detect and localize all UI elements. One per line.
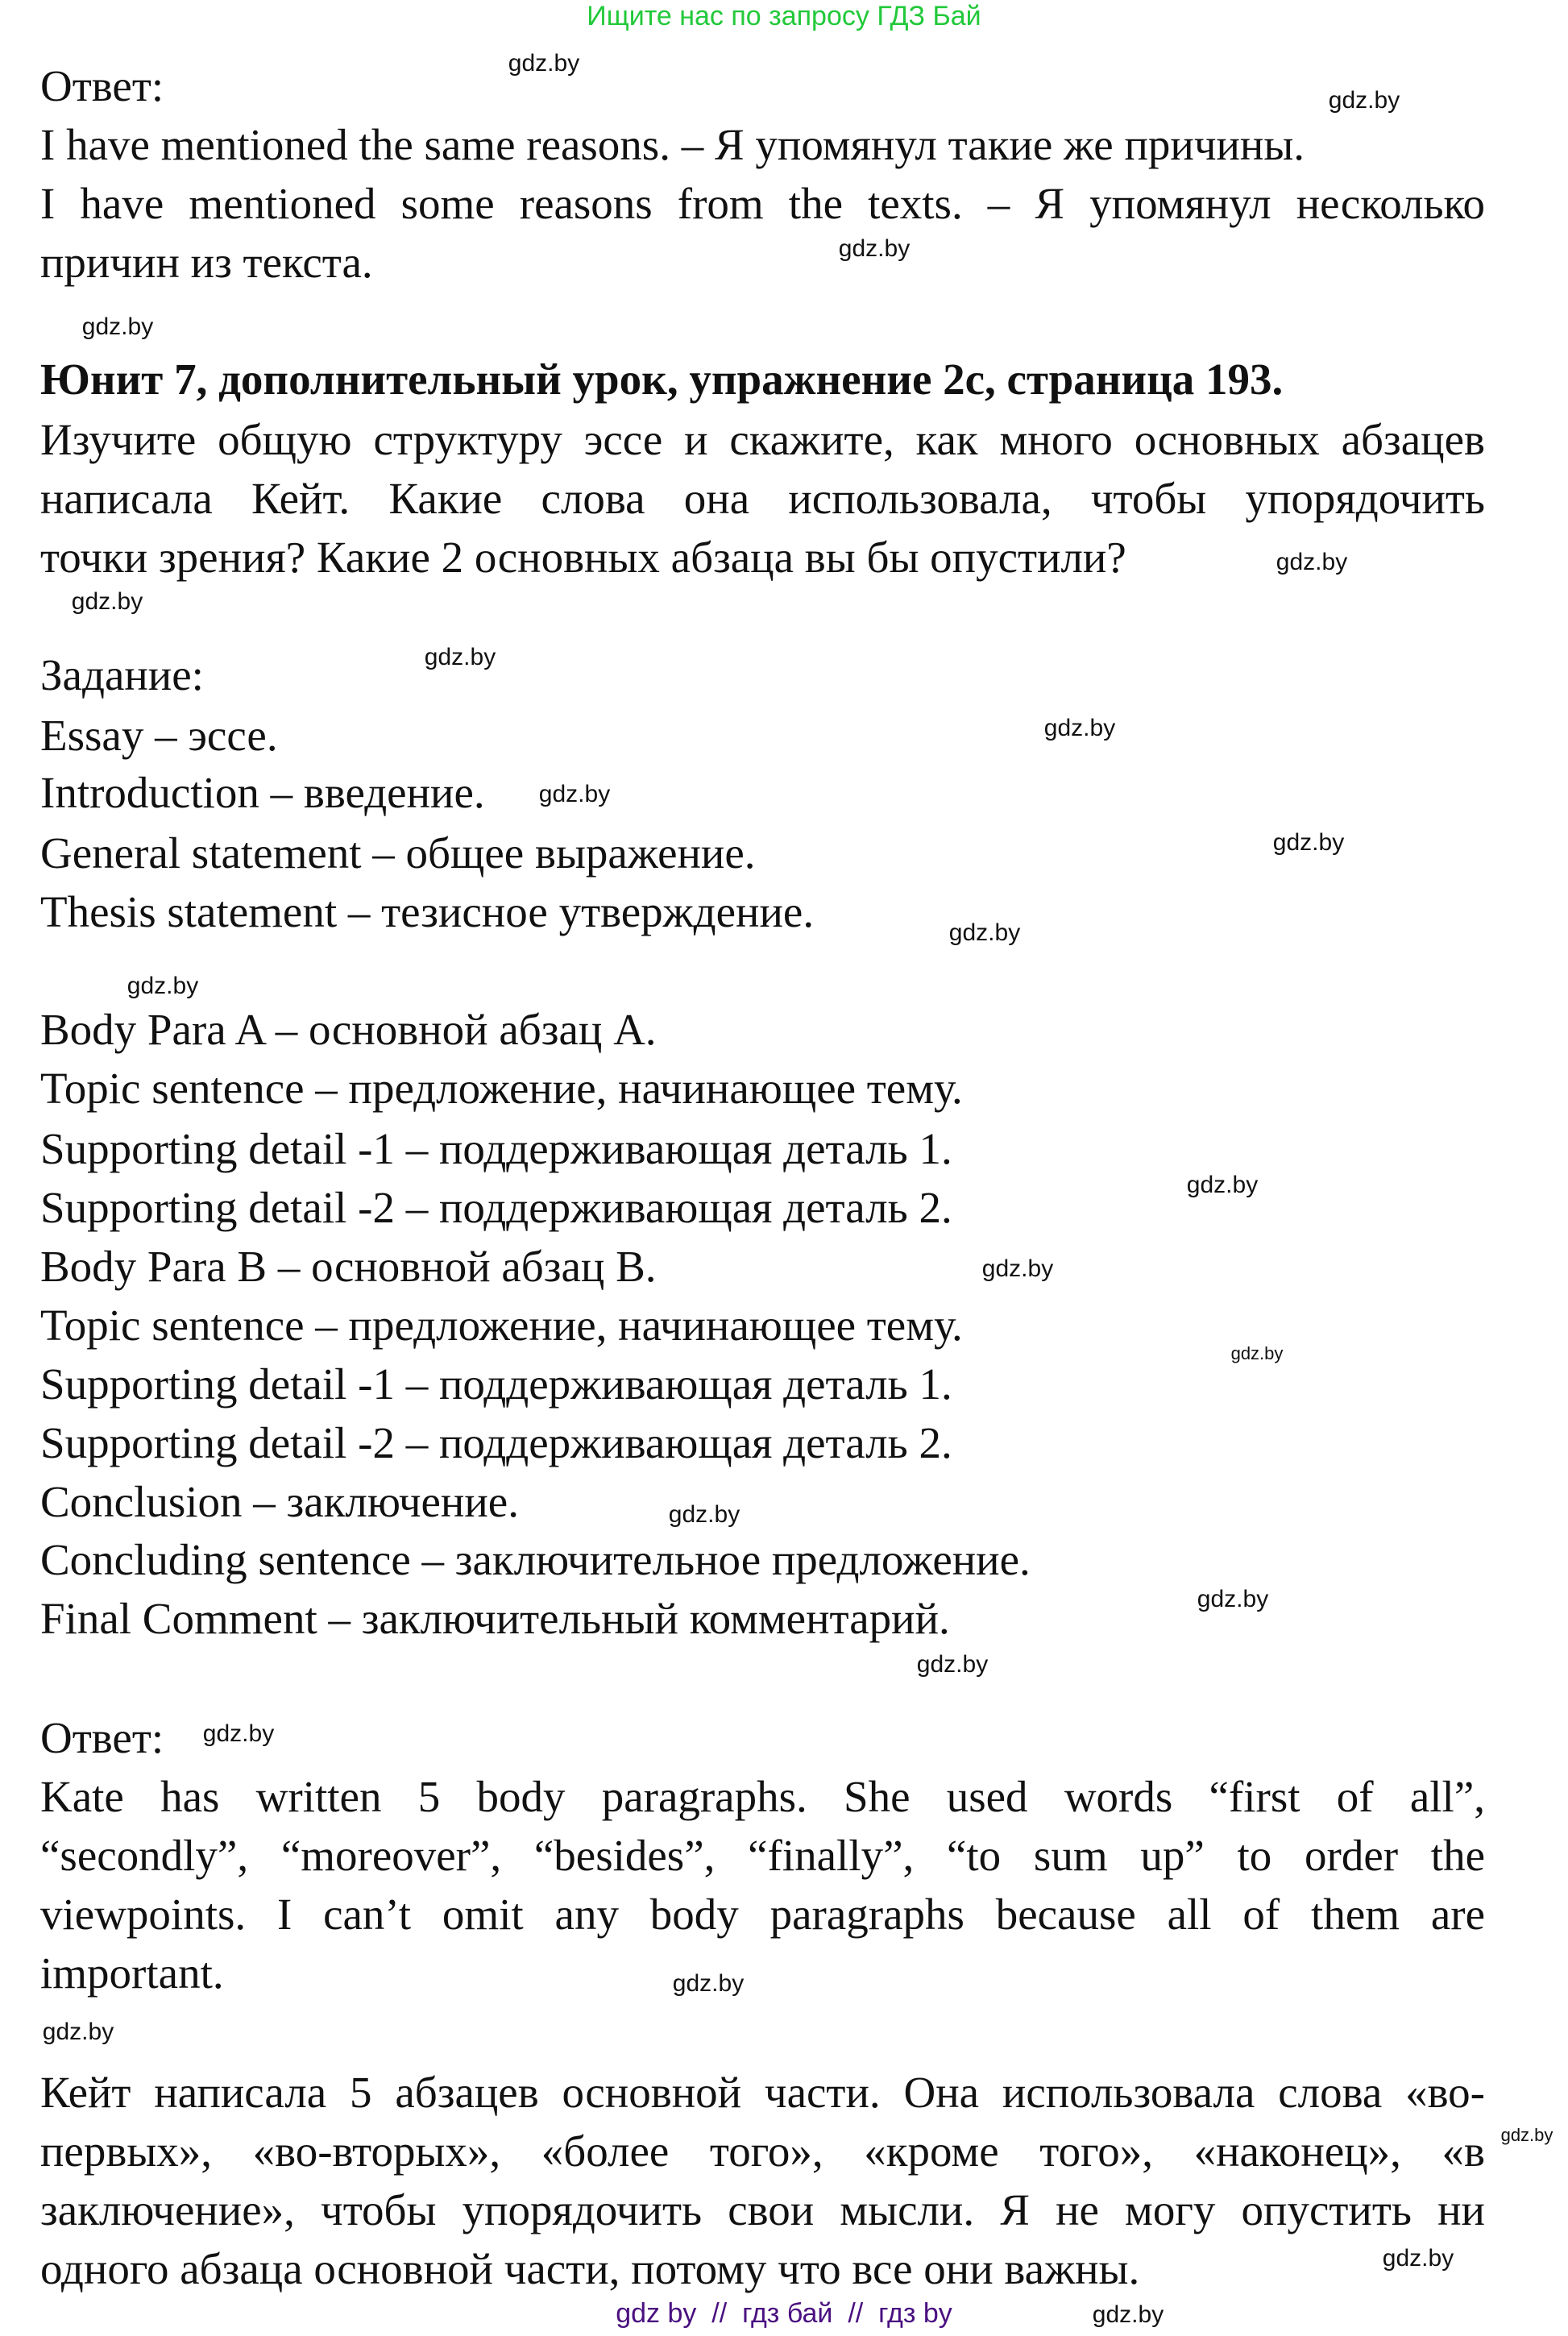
watermark: gdz.by [672,1970,745,1997]
text-line: Introduction – введение. [40,768,485,818]
watermark: gdz.by [1197,1586,1269,1612]
watermark: gdz.by [508,50,580,77]
text-line: Ответ: [40,1713,164,1763]
watermark: gdz.by [1328,87,1400,114]
text-line: Thesis statement – тезисное утверждение. [40,886,815,936]
watermark: gdz.by [538,781,611,807]
watermark: gdz.by [127,973,199,999]
search-banner[interactable]: Ищите нас по запросу ГДЗ Бай [587,1,981,31]
text-line: Concluding sentence – заключительное предложение. [40,1535,1031,1585]
watermark: gdz.by [1186,1172,1259,1198]
text-line: причин из текста. [40,237,373,287]
watermark: gdz.by [424,644,496,670]
text-line: Topic sentence – предложение, начинающее тему. [40,1300,963,1350]
section-heading: Юнит 7, дополнительный урок, упражнение 2c, страница 193. [40,355,1284,405]
watermark: gdz.by [1382,2245,1454,2272]
text-line: Body Para A – основной абзац A. [40,1004,657,1054]
footer-links[interactable]: gdz by // гдз бай // гдз by [616,2298,952,2329]
text-line: Ответ: [40,60,164,110]
text-line: первых», «во-вторых», «более того», «кроме того», «наконец», «в [40,2126,1485,2176]
text-line: “secondly”, “moreover”, “besides”, “finally”, “to sum up” to order the [40,1831,1485,1881]
text-line: Supporting detail -1 – поддерживающая деталь 1. [40,1359,952,1409]
watermark: gdz.by [42,2019,114,2045]
watermark: gdz.by [981,1255,1054,1282]
watermark: gdz.by [71,588,143,615]
watermark: gdz.by [838,235,911,262]
watermark: gdz.by [1230,1343,1284,1363]
text-line: Kate has written 5 body paragraphs. She used words “first of all”, [40,1772,1485,1822]
watermark: gdz.by [1043,715,1116,741]
watermark: gdz.by [1276,549,1348,575]
watermark: gdz.by [81,313,154,340]
text-line: viewpoints. I can’t omit any body paragraphs because all of them are [40,1890,1485,1940]
text-line: Supporting detail -2 – поддерживающая деталь 2. [40,1182,952,1232]
text-line: Изучите общую структуру эссе и скажите, как много основных абзацев [40,415,1485,465]
text-line: General statement – общее выражение. [40,828,756,878]
watermark: gdz.by [1500,2125,1553,2145]
text-line: Supporting detail -2 – поддерживающая деталь 2. [40,1417,952,1467]
text-line: Topic sentence – предложение, начинающее тему. [40,1063,963,1113]
text-line: Essay – эссе. [40,711,278,761]
text-line: Supporting detail -1 – поддерживающая деталь 1. [40,1123,952,1173]
text-line: заключение», чтобы упорядочить свои мысли. Я не могу опустить ни [40,2185,1485,2234]
text-line: Final Comment – заключительный комментарий. [40,1594,950,1644]
watermark: gdz.by [668,1501,740,1528]
text-line: Кейт написала 5 абзацев основной части. Она использовала слова «во- [40,2067,1485,2117]
text-line: important. [40,1948,224,1998]
watermark: gdz.by [202,1720,275,1747]
text-line: I have mentioned some reasons from the texts. – Я упомянул несколько [40,178,1485,228]
text-line: Задание: [40,650,204,700]
text-line: одного абзаца основной части, потому что все они важны. [40,2243,1140,2293]
text-line: Conclusion – заключение. [40,1476,519,1526]
text-line: I have mentioned the same reasons. – Я упомянул такие же причины. [40,119,1305,169]
text-line: Body Para B – основной абзац B. [40,1241,657,1291]
watermark: gdz.by [1092,2301,1164,2328]
watermark: gdz.by [948,919,1021,946]
watermark: gdz.by [916,1651,989,1678]
text-line: точки зрения? Какие 2 основных абзаца вы бы опустили? [40,533,1126,583]
watermark: gdz.by [1272,829,1345,856]
text-line: написала Кейт. Какие слова она использовала, чтобы упорядочить [40,474,1485,524]
